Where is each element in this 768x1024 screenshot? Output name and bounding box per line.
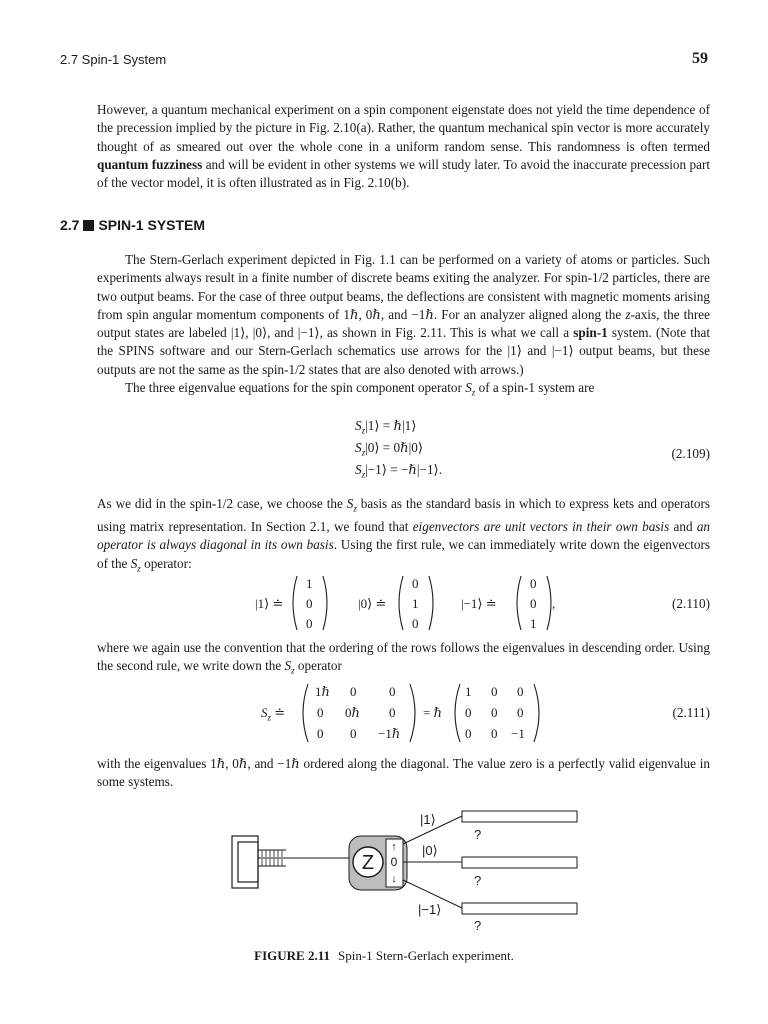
beam-label-plus1: |1⟩ — [420, 812, 436, 827]
port-down-icon: ↓ — [391, 873, 397, 885]
ket-1-label: |1⟩ ≐ — [255, 596, 284, 611]
matrix1-cell: 0 — [350, 726, 357, 741]
ket-minus1-entry: 0 — [530, 576, 537, 591]
caption-label: FIGURE 2.11 — [254, 948, 331, 963]
body-paragraph-2: The three eigenvalue equations for the spin component operator $S_z$ of a spin-1 system are — [125, 380, 595, 398]
operator-lhs: $S_z$ ≐ — [261, 705, 286, 723]
matrix1-cell: 0 — [317, 705, 324, 720]
ket-minus1-entry: 0 — [530, 596, 537, 611]
equation-number: (2.109) — [671, 446, 710, 461]
term-quantum-fuzziness: quantum fuzziness — [97, 156, 203, 172]
beam-label-minus1: |−1⟩ — [418, 902, 442, 917]
analyzer-label: Z — [361, 852, 375, 874]
body-paragraph-5: with the eigenvalues 1ℏ, 0ℏ, and −1ℏ ordered along the diagonal. The value zero is a perfectly valid eigenvalue in some systems. — [97, 756, 710, 790]
equation-number: (2.111) — [672, 705, 710, 720]
matrix2-cell: 1 — [465, 684, 472, 699]
heading-square-icon — [83, 220, 94, 231]
section-heading: 2.7 SPIN-1 SYSTEM — [60, 217, 206, 233]
ket-0-entry: 1 — [412, 596, 419, 611]
matrix1-cell: 0 — [317, 726, 324, 741]
ket-0-label: |0⟩ ≐ — [358, 596, 387, 611]
analyzer-z — [349, 836, 407, 890]
counter-mark: ? — [474, 918, 482, 933]
counter-mark: ? — [474, 873, 482, 888]
figure-stern-gerlach — [0, 806, 768, 936]
eq110-brackets — [97, 572, 710, 634]
figure-caption — [0, 948, 768, 964]
intro-paragraph: However, a quantum mechanical experiment on a spin component eigenstate does not yield the time dependence of the precession implied by the picture in Fig. 2.10(a). Rather, the quantum mechanical spin vector is more accurately thought of as smeared out over the whole cone in a uniform random sense. This randomness is often termed quantum fuzziness and will be evident in other systems we will study later. To avoid the inaccurate precession part of the vector model, it is often illustrated as in Fig. 2.10(b). — [97, 102, 710, 191]
eq111-middle: = ℏ — [423, 705, 442, 720]
ket-1-entry: 0 — [306, 616, 313, 631]
beam-label-zero: |0⟩ — [422, 843, 438, 858]
matrix1-cell: 1ℏ — [315, 684, 330, 699]
eq111-brackets — [97, 681, 710, 745]
equation-2-110 — [97, 572, 710, 634]
port-zero-label: 0 — [390, 855, 398, 869]
counter-zero — [462, 857, 577, 868]
port-up-icon: ↑ — [391, 841, 397, 853]
matrix2-cell: 0 — [465, 705, 472, 720]
ket-minus1-label: |−1⟩ ≐ — [461, 596, 497, 611]
matrix2-cell: 0 — [491, 684, 498, 699]
caption-text: Spin-1 Stern-Gerlach experiment. — [338, 948, 514, 963]
oven-icon — [232, 836, 286, 888]
matrix2-cell: −1 — [511, 726, 525, 741]
page-number: 59 — [692, 50, 708, 67]
counter-minus1 — [462, 903, 577, 914]
body-paragraph-4: where we again use the convention that the ordering of the rows follows the eigenvalues in descending order. Using the second rule, we write down the $S_z$ operator — [97, 640, 710, 676]
matrix2-cell: 0 — [491, 705, 498, 720]
counter-mark: ? — [474, 827, 482, 842]
eq-line-2: $S_z|0⟩$ = 0ℏ|0⟩ — [355, 440, 423, 458]
ket-minus1-entry: 1 — [530, 616, 537, 631]
equation-number: (2.110) — [672, 596, 710, 611]
eq-line-3: $S_z|-1⟩$ = −ℏ|−1⟩. — [355, 462, 442, 480]
matrix2-cell: 0 — [465, 726, 472, 741]
body-paragraph-1: The Stern-Gerlach experiment depicted in Fig. 1.1 can be performed on a variety of atoms or particles. Such experiments always result in a finite number of discrete beams exiting the analyzer. For spin-1/2 particles, there are two output beams. For the case of three output beams, the deflections are consistent with magnetic moments arising from spin angular momentum components of 1ℏ, 0ℏ, and −1ℏ. For an analyzer aligned along the z-axis, the three output states are labeled |1⟩, |0⟩, and |−1⟩, as shown in Fig. 2.11. This is what we call a spin-1 system. (Note that the SPINS software and our Stern-Gerlach schematics use arrows for the |1⟩ and |−1⟩ output beams, but these outputs are not the same as the spin-1/2 states that are also denoted with arrows.) The three eigenvalue equations for the spin component operator $S_z$ of a spin-1 system are — [97, 251, 710, 402]
ket-1-entry: 1 — [306, 576, 313, 591]
ket-0-entry: 0 — [412, 576, 419, 591]
matrix2-cell: 0 — [517, 705, 524, 720]
ket-1-entry: 0 — [306, 596, 313, 611]
matrix1-cell: 0 — [389, 684, 396, 699]
running-header-section: 2.7 Spin-1 System — [60, 52, 167, 67]
matrix2-cell: 0 — [517, 684, 524, 699]
ket-0-entry: 0 — [412, 616, 419, 631]
matrix1-cell: 0ℏ — [345, 705, 360, 720]
eq-line-1: $S_z|1⟩$ = ℏ|1⟩ — [355, 418, 417, 436]
matrix1-cell: 0 — [389, 705, 396, 720]
matrix2-cell: 0 — [491, 726, 498, 741]
eq110-comma: , — [552, 596, 556, 611]
counter-plus1 — [462, 811, 577, 822]
term-spin-1: spin-1 — [573, 325, 608, 341]
body-paragraph-3: As we did in the spin-1/2 case, we choose the $S_z$ basis as the standard basis in which to express kets and operators using matrix representation. In Section 2.1, we found that eigenvectors are unit vectors in their own basis and an operator is always diagonal in its own basis. Using the first rule, we can immediately write down the eigenvectors of the $S_z$ operator: — [97, 496, 710, 574]
matrix1-cell: −1ℏ — [378, 726, 401, 741]
equation-2-111 — [97, 681, 710, 745]
equation-2-109 — [97, 418, 710, 484]
matrix1-cell: 0 — [350, 684, 357, 699]
